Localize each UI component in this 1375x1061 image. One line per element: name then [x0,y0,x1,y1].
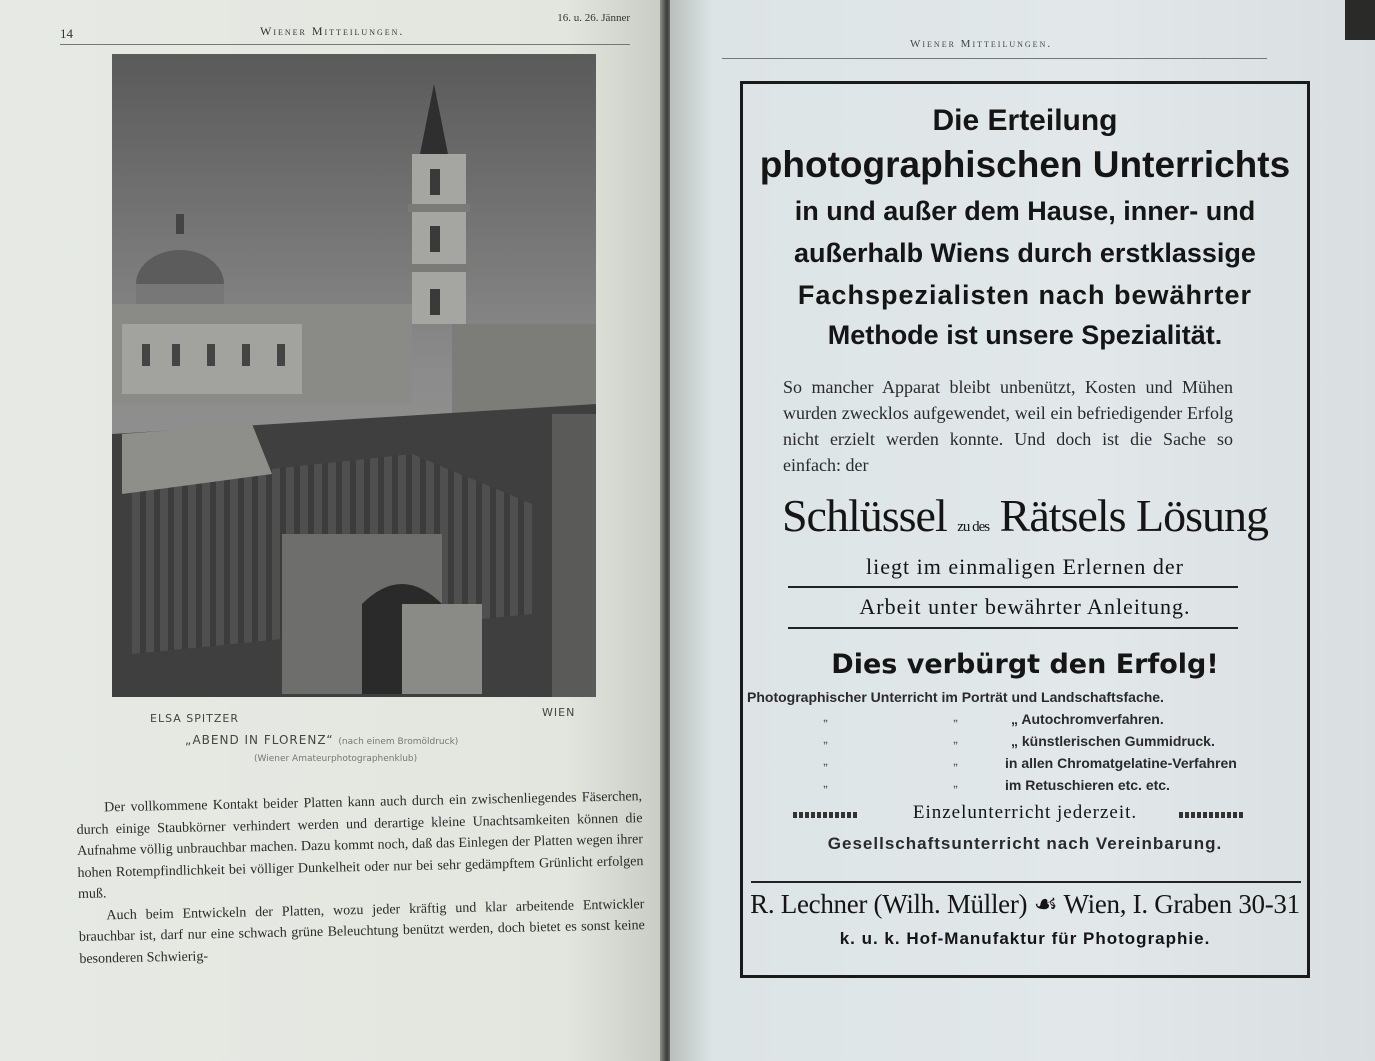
left-page [0,0,664,1061]
ad-paragraph: So mancher Apparat bleibt unbenützt, Kosten und Mühen wurden zwecklos aufgewendet, weil ein befriedigender Erfolg nicht erzielt werden konnte. Und doch ist die Sache so einfach: der [783,377,1233,475]
ditto-mark: „ [823,757,828,768]
ditto-mark: „ [953,735,958,746]
course-item: in allen Chromatgelatine-Verfahren [1005,755,1237,771]
ad-individual-lessons: Einzelunterricht jederzeit. [912,802,1138,823]
article-paragraph: Der vollkommene Kontakt beider Platten kann auch durch ein zwischenliegendes Fäserchen, durch einige Staubkörner verhindert werden und derartige kleine Unachtsamkeiten können die Aufnahme völlig unbrauchbar machen. Dazu kommt noch, daß das Einlegen der Platten wegen ihrer hohen Rotempfindlichkeit bei völliger Dunkelheit oder nur bei sehr gedämpftem Grünlicht erfolgen muß. [76,789,644,902]
photo-title [185,733,458,747]
ad-divider [751,881,1301,883]
issue-date: 16. u. 26. Jänner [557,12,630,24]
photo-city: WIEN [542,706,576,719]
right-header-rule [722,58,1267,59]
background-corner [1345,0,1375,40]
ditto-mark: „ [953,779,958,790]
key-word-b: Rätsels Lösung [999,490,1269,541]
photo-title-text: „ABEND IN FLORENZ“ [185,733,334,747]
ad-underlined-1: liegt im einmaligen Erlernen der [866,554,1184,579]
florence-photo [112,54,596,697]
underline-rule [788,627,1238,629]
ad-headline-5: Fachspezialisten nach bewährter [797,280,1253,310]
ad-headline-1: Die Erteilung [932,104,1118,137]
ad-underlined-2: Arbeit unter bewährter Anleitung. [859,594,1191,619]
ad-firm-subtitle: k. u. k. Hof-Manufaktur für Photographie. [839,929,1211,948]
course-item: im Retuschieren etc. etc. [1005,777,1170,793]
underline-rule [788,586,1238,588]
course-item: „ künstlerischen Gummidruck. [1011,733,1215,749]
ditto-mark: „ [953,757,958,768]
key-word-zu: zu des [957,519,990,535]
header-rule [60,44,630,45]
course-main: Photographischer Unterricht im Porträt und Landschaftsfache. [747,689,1164,705]
course-item: „ Autochromverfahren. [1011,711,1164,727]
ad-headline-2: photographischen Unterrichts [759,144,1291,185]
ditto-mark: „ [953,713,958,724]
page-number: 14 [60,26,73,41]
ditto-mark: „ [823,735,828,746]
ad-headline-6: Methode ist unsere Spezialität. [827,320,1223,350]
photo-technique: (nach einem Bromöldruck) [338,737,459,747]
ditto-mark: „ [823,713,828,724]
right-running-head: Wiener Mitteilungen. [910,38,1053,50]
article-paragraph: Auch beim Entwickeln der Platten, wozu jeder kräftig und klar arbeitende Entwickler brauchbar ist, darf nur eine schwach grüne Beleuchtung benützt werden, doch bietet es sonst keine besonderen Schwierig- [78,896,645,967]
ad-headline-3: in und außer dem Hause, inner- und [794,196,1256,226]
ornament-right [1179,812,1245,818]
running-head: Wiener Mitteilungen. [260,24,405,38]
photo-club: (Wiener Amateurphotographenklub) [254,754,418,764]
ad-guarantee: Dies verbürgt den Erfolg! [831,649,1219,680]
ad-key-phrase [743,489,1307,542]
ditto-mark: „ [823,779,828,790]
ad-headline-4: außerhalb Wiens durch erstklassige [794,238,1256,268]
left-running-header [60,12,630,40]
advertisement-box [740,81,1310,978]
ad-firm-name: R. Lechner (Wilh. Müller) ☙ Wien, I. Graben 30-31 [750,889,1300,919]
key-word-a: Schlüssel [781,490,947,541]
photo-author: ELSA SPITZER [150,712,239,725]
ad-group-lessons: Gesellschaftsunterricht nach Vereinbarung. [827,834,1223,853]
article-text [76,786,645,970]
